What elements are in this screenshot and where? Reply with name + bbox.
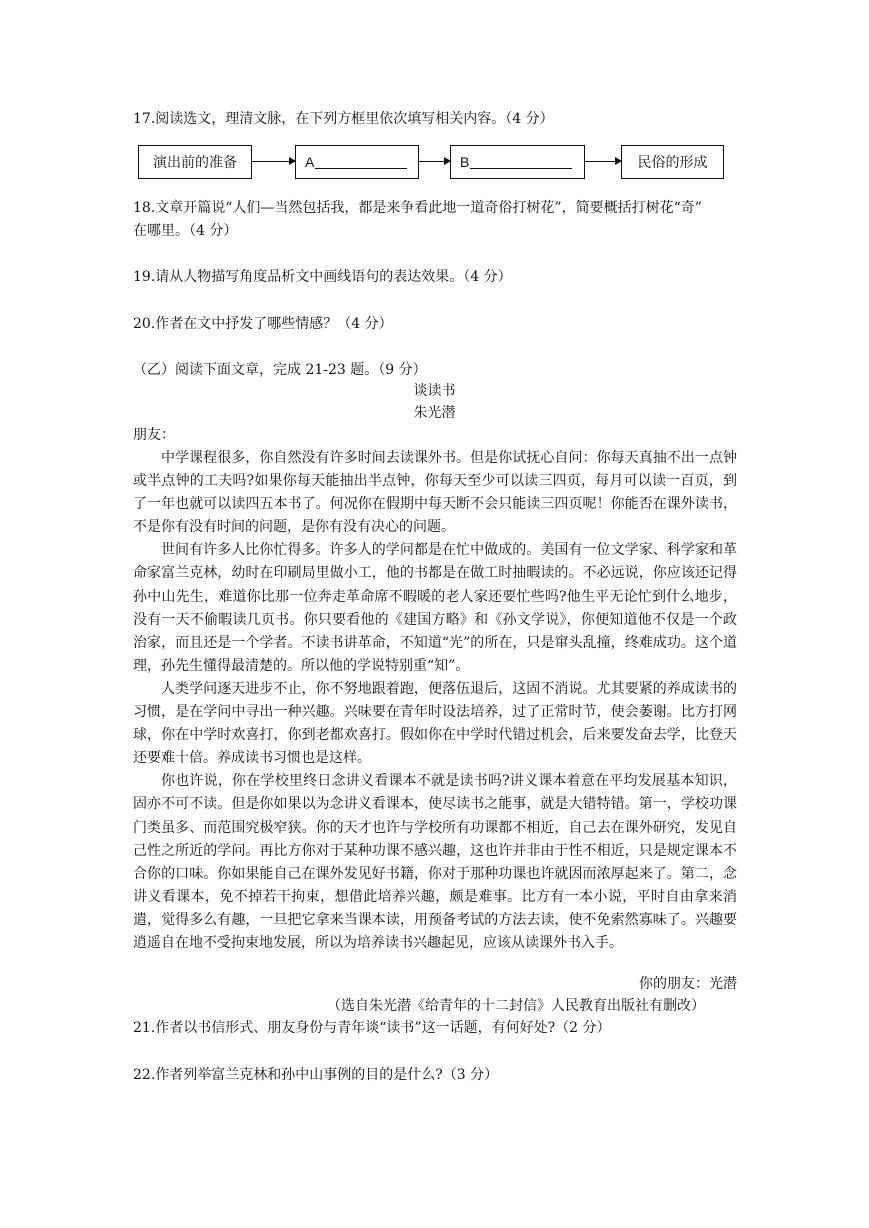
flow-arrow-3 [585,161,621,162]
question-22: 22.作者列举富兰克林和孙中山事例的目的是什么?（3 分） [133,1067,499,1083]
paragraph-4: 你也许说，你在学校里终日念讲义看课本不就是读书吗?讲义课本着意在平均发展基本知识，固亦不可不读。但是你如果以为念讲义看课本，使尽读书之能事，就是大错特错。第一，学校功课门类虽多、而范围究极窄狭。你的天才也许与学校所有功课都不相近，自己去在课外研究，发见自己性之所近的学问。再比方你对于某种功课不感兴趣，这也许并非由于性不相近，只是规定课本不合你的口味。你如果能自己在课外发见好书籍，你对于那种功课也许就因而浓厚起来了。第二，念讲义看课本，免不掉若干拘束，想借此培养兴趣，颇是难事。比方有一本小说，平时自由拿来消遣，觉得多么有趣，一旦把它拿来当课本读，用预备考试的方法去读，使不免索然寡味了。兴趣要逍遥自在地不受拘束地发展，所以为培养读书兴趣起见，应该从读课外书入手。 [133,773,737,951]
flow-box-custom [621,145,724,179]
question-18-line2: 在哪里。（4 分） [133,223,238,239]
answer-blank-b[interactable] [470,155,572,169]
paragraph-3: 人类学问逐天进步不止，你不努地跟着跑，便落伍退后，这固不消说。尤其要紧的养成读书的习惯，是在学问中寻出一种兴趣。兴味要在青年时设法培养，过了正常时节，使会萎谢。比方打网球，你在中学时欢喜打，你到老都欢喜打。假如你在中学时代错过机会，后来要发奋去学，比登天还要难十倍。养成读书习惯也是这样。 [133,680,737,767]
answer-blank-a[interactable] [315,155,407,169]
article-author: 朱光潜 [413,405,456,421]
flow-arrow-2 [419,161,450,162]
flow-box-b-label: B [460,154,470,170]
article-title: 谈读书 [413,383,456,399]
question-17: 17.阅读选文，理清文脉，在下列方框里依次填写相关内容。（4 分） [133,111,554,127]
flow-box-preparation [138,145,252,179]
flow-box-a[interactable] [295,145,419,179]
section-b-intro: （乙）阅读下面文章，完成 21-23 题。（9 分） [133,362,427,378]
question-20: 20.作者在文中抒发了哪些情感？（4 分） [133,316,393,332]
flow-box-custom-label: 民俗的形成 [637,155,708,171]
flow-box-b[interactable] [450,145,585,179]
article-body [133,447,737,955]
flow-arrow-1 [252,161,295,162]
flow-box-a-label: A [305,154,315,170]
flow-box-preparation-label: 演出前的准备 [153,155,237,171]
paragraph-2: 世间有许多人比你忙得多。许多人的学问都是在忙中做成的。美国有一位文学家、科学家和革命家富兰克林，幼时在印刷局里做小工，他的书都是在做工时抽暇读的。不必远说，你应该还记得孙中山先生，难道你比那一位奔走革命席不暇暖的老人家还要忙些吗?他生平无论忙到什么地步，没有一天不偷暇读几页书。你只要看他的《建国方略》和《孙文学说》，你便知道他不仅是一个政治家，而且还是一个学者。不读书讲革命，不知道“光”的所在，只是窜头乱撞，终难成功。这个道理，孙先生懂得最清楚的。所以他的学说特别重“知”。 [133,542,737,674]
question-21: 21.作者以书信形式、朋友身份与青年谈“读书”这一话题，有何好处?（2 分） [133,1020,611,1036]
question-18-line1: 18.文章开篇说“人们—当然包括我，都是来争看此地一道奇俗打树花”，简要概括打树花“奇” [133,200,702,216]
paragraph-1: 中学课程很多，你自然没有许多时间去读课外书。但是你试抚心自问：你每天真抽不出一点钟或半点钟的工夫吗?如果你每天能抽出半点钟，你每天至少可以读三四页，每月可以读一百页，到了一年也就可以读四五本书了。何况你在假期中每天断不会只能读三四页呢！你能否在课外读书，不是你有没有时间的问题，是你有没有决心的问题。 [133,450,737,536]
signature: 你的朋友：光潜 [639,976,737,992]
source-note: （选自朱光潜《给青年的十二封信》人民教育出版社有删改） [327,998,705,1014]
question-19: 19.请从人物描写角度品析文中画线语句的表达效果。（4 分） [133,269,512,285]
salutation: 朋友： [133,427,175,443]
